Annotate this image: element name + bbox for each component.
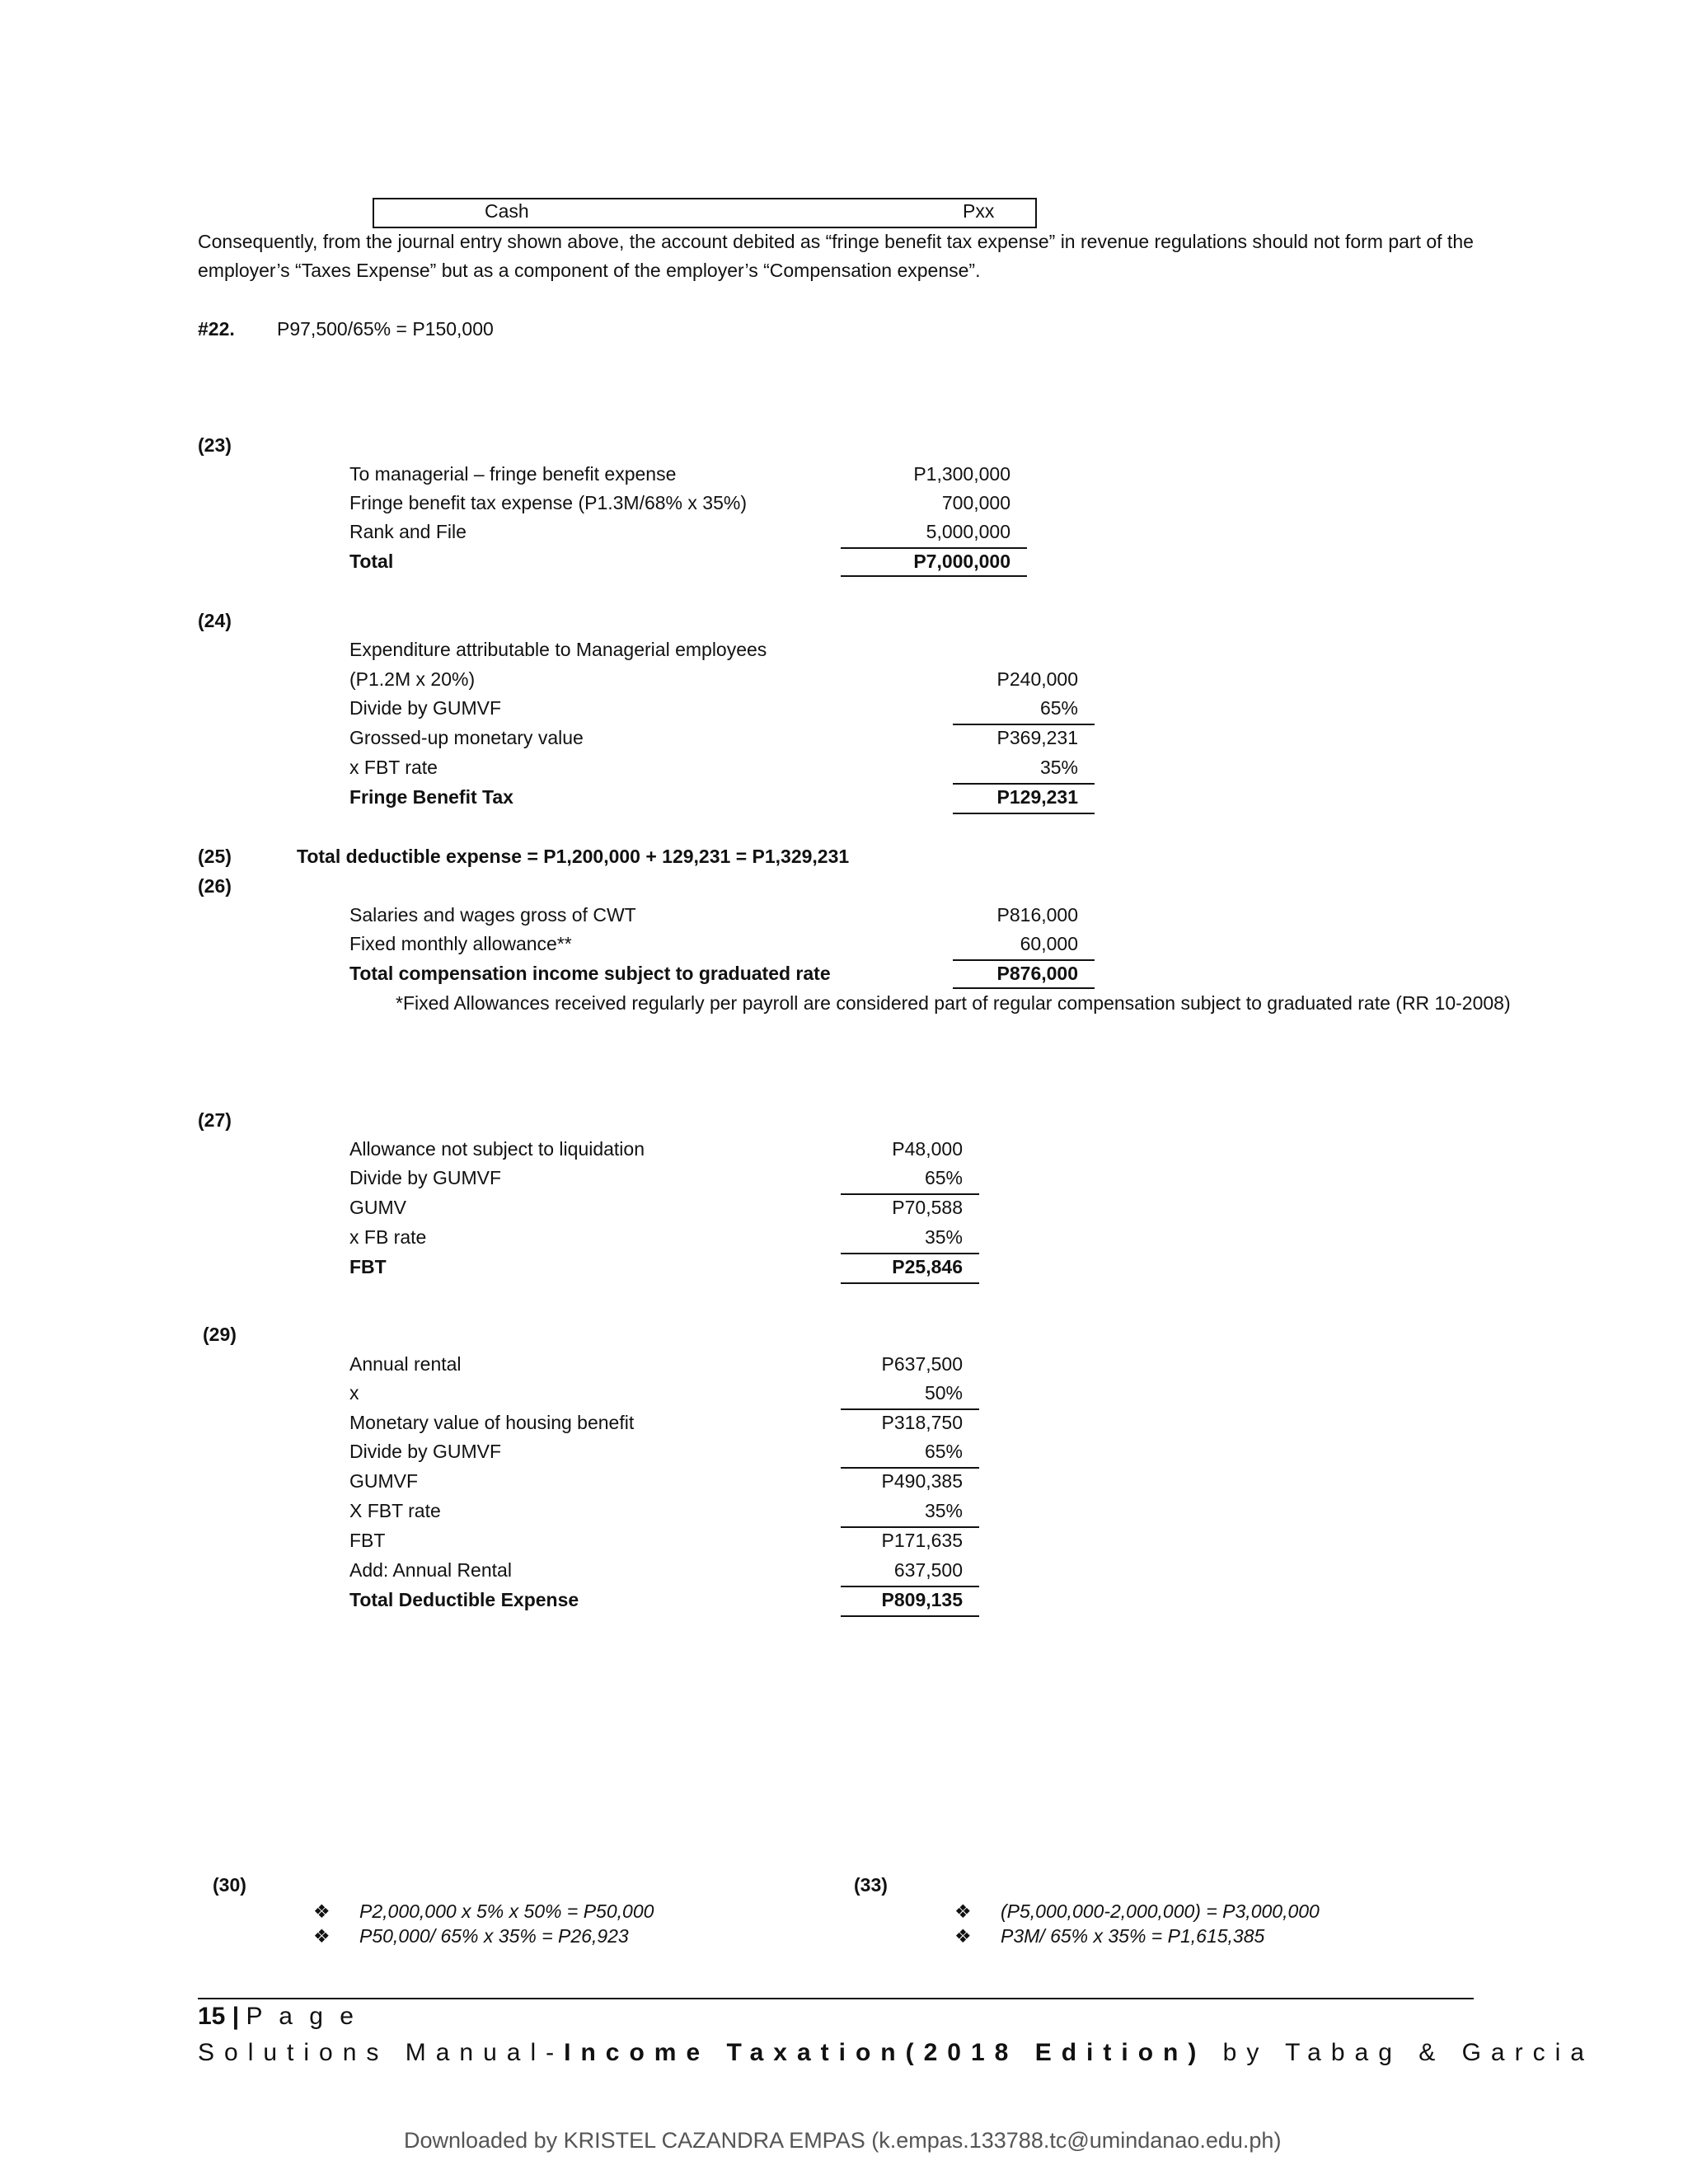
q27-amount-1: 65% <box>924 1167 963 1188</box>
q30-bullet-icon-1: ❖ <box>313 1925 331 1947</box>
q29-amount-2: P318,750 <box>881 1412 963 1433</box>
intro-line-2: employer’s “Taxes Expense” but as a component of the employer’s “Compensation expense”. <box>198 260 981 281</box>
q29-amount-total: P809,135 <box>881 1589 963 1610</box>
q24-amount-2: 65% <box>1039 697 1078 719</box>
q30-bullet-1: P50,000/ 65% x 35% = P26,923 <box>359 1925 629 1947</box>
q23-label: (23) <box>198 434 232 456</box>
journal-account: Cash <box>485 200 529 222</box>
q33-bullet-icon-0: ❖ <box>954 1900 972 1922</box>
q24-desc-2: Divide by GUMVF <box>349 697 502 719</box>
q26-desc-0: Salaries and wages gross of CWT <box>349 904 636 926</box>
q24-amount-total: P129,231 <box>996 786 1078 808</box>
q24-desc-3: Grossed-up monetary value <box>349 727 584 748</box>
q23-amount-1: 700,000 <box>941 492 1010 513</box>
q29-amount-3: 65% <box>924 1441 963 1462</box>
q29-desc-7: Add: Annual Rental <box>349 1559 512 1581</box>
q26-note: *Fixed Allowances received regularly per payroll are considered part of regular compensation subject to graduated rate (RR 10-2008) <box>396 992 1511 1014</box>
q29-desc-6: FBT <box>349 1530 386 1551</box>
footer-title-prefix: Solutions Manual- <box>198 2039 565 2066</box>
q29-desc-5: X FBT rate <box>349 1500 441 1521</box>
q23-desc-0: To managerial – fringe benefit expense <box>349 463 677 485</box>
q26-desc-total: Total compensation income subject to graduated rate <box>349 963 831 984</box>
q29-desc-4: GUMVF <box>349 1470 419 1492</box>
q24-desc-0: Expenditure attributable to Managerial employees <box>349 639 767 660</box>
q24-desc-4: x FBT rate <box>349 757 438 778</box>
q27-amount-0: P48,000 <box>892 1138 963 1160</box>
q27-desc-0: Allowance not subject to liquidation <box>349 1138 645 1160</box>
q27-amount-3: 35% <box>924 1226 963 1248</box>
q29-amount-1: 50% <box>924 1382 963 1404</box>
q26-desc-1: Fixed monthly allowance** <box>349 933 572 954</box>
q23-rule-bottom <box>841 575 1027 577</box>
footer-title <box>198 2039 1594 2067</box>
q26-amount-0: P816,000 <box>996 904 1078 926</box>
footer-page-number <box>198 2003 359 2031</box>
footer-title-bold: Income Taxation(2018 Edition) <box>564 2039 1207 2066</box>
journal-amount: Pxx <box>963 200 995 222</box>
q24-amount-1: P240,000 <box>996 668 1078 690</box>
q27-desc-total: FBT <box>349 1256 387 1277</box>
q25-label: (25) <box>198 846 232 867</box>
q27-rule-3 <box>841 1282 979 1284</box>
page-separator: | <box>232 2003 240 2030</box>
q23-desc-total: Total <box>349 551 394 572</box>
q29-rule-5 <box>841 1615 979 1617</box>
q24-desc-total: Fringe Benefit Tax <box>349 786 513 808</box>
q27-amount-2: P70,588 <box>892 1197 963 1218</box>
q23-amount-0: P1,300,000 <box>913 463 1010 485</box>
q24-label: (24) <box>198 610 232 631</box>
q23-amount-2: 5,000,000 <box>926 521 1010 542</box>
q29-desc-2: Monetary value of housing benefit <box>349 1412 635 1433</box>
q29-amount-4: P490,385 <box>881 1470 963 1492</box>
footer-title-suffix: by Tabag & Garcia <box>1206 2039 1594 2066</box>
q26-amount-total: P876,000 <box>996 963 1078 984</box>
q26-amount-1: 60,000 <box>1020 933 1078 954</box>
q23-desc-2: Rank and File <box>349 521 467 542</box>
download-note: Downloaded by KRISTEL CAZANDRA EMPAS (k.empas.133788.tc@umindanao.edu.ph) <box>404 2128 1282 2153</box>
q33-bullet-1: P3M/ 65% x 35% = P1,615,385 <box>1001 1925 1265 1947</box>
page-word: P a g e <box>246 2003 359 2030</box>
q27-desc-1: Divide by GUMVF <box>349 1167 502 1188</box>
q30-label: (30) <box>213 1874 246 1896</box>
q27-desc-2: GUMV <box>349 1197 406 1218</box>
q29-desc-0: Annual rental <box>349 1353 462 1375</box>
q25-text: Total deductible expense = P1,200,000 + 129,231 = P1,329,231 <box>297 846 850 867</box>
footer-rule <box>198 1998 1474 1999</box>
q27-amount-total: P25,846 <box>892 1256 963 1277</box>
q23-desc-1: Fringe benefit tax expense (P1.3M/68% x 35%) <box>349 492 747 513</box>
q27-label: (27) <box>198 1109 232 1131</box>
q29-amount-0: P637,500 <box>881 1353 963 1375</box>
q30-bullet-0: P2,000,000 x 5% x 50% = P50,000 <box>359 1900 654 1922</box>
q33-bullet-0: (P5,000,000-2,000,000) = P3,000,000 <box>1001 1900 1320 1922</box>
q26-rule-2 <box>953 987 1095 989</box>
page-number: 15 <box>198 2003 226 2030</box>
q30-bullet-icon-0: ❖ <box>313 1900 331 1922</box>
q22-text: P97,500/65% = P150,000 <box>277 318 494 340</box>
q22-label: #22. <box>198 318 235 340</box>
q24-desc-1: (P1.2M x 20%) <box>349 668 476 690</box>
q33-label: (33) <box>854 1874 888 1896</box>
q27-desc-3: x FB rate <box>349 1226 427 1248</box>
q29-amount-6: P171,635 <box>881 1530 963 1551</box>
intro-line-1: Consequently, from the journal entry shown above, the account debited as “fringe benefit tax expense” in revenue regulations should not form part of the <box>198 231 1474 252</box>
q29-amount-7: 637,500 <box>893 1559 963 1581</box>
q29-desc-1: x <box>349 1382 359 1404</box>
q23-amount-total: P7,000,000 <box>913 551 1010 572</box>
q29-amount-5: 35% <box>924 1500 963 1521</box>
q24-rule-3 <box>953 813 1095 814</box>
q33-bullet-icon-1: ❖ <box>954 1925 972 1947</box>
q24-amount-4: 35% <box>1039 757 1078 778</box>
q29-label: (29) <box>203 1324 237 1345</box>
journal-entry-box <box>373 198 1037 228</box>
q26-label: (26) <box>198 875 232 897</box>
q24-amount-3: P369,231 <box>996 727 1078 748</box>
q29-desc-total: Total Deductible Expense <box>349 1589 579 1610</box>
q29-desc-3: Divide by GUMVF <box>349 1441 502 1462</box>
